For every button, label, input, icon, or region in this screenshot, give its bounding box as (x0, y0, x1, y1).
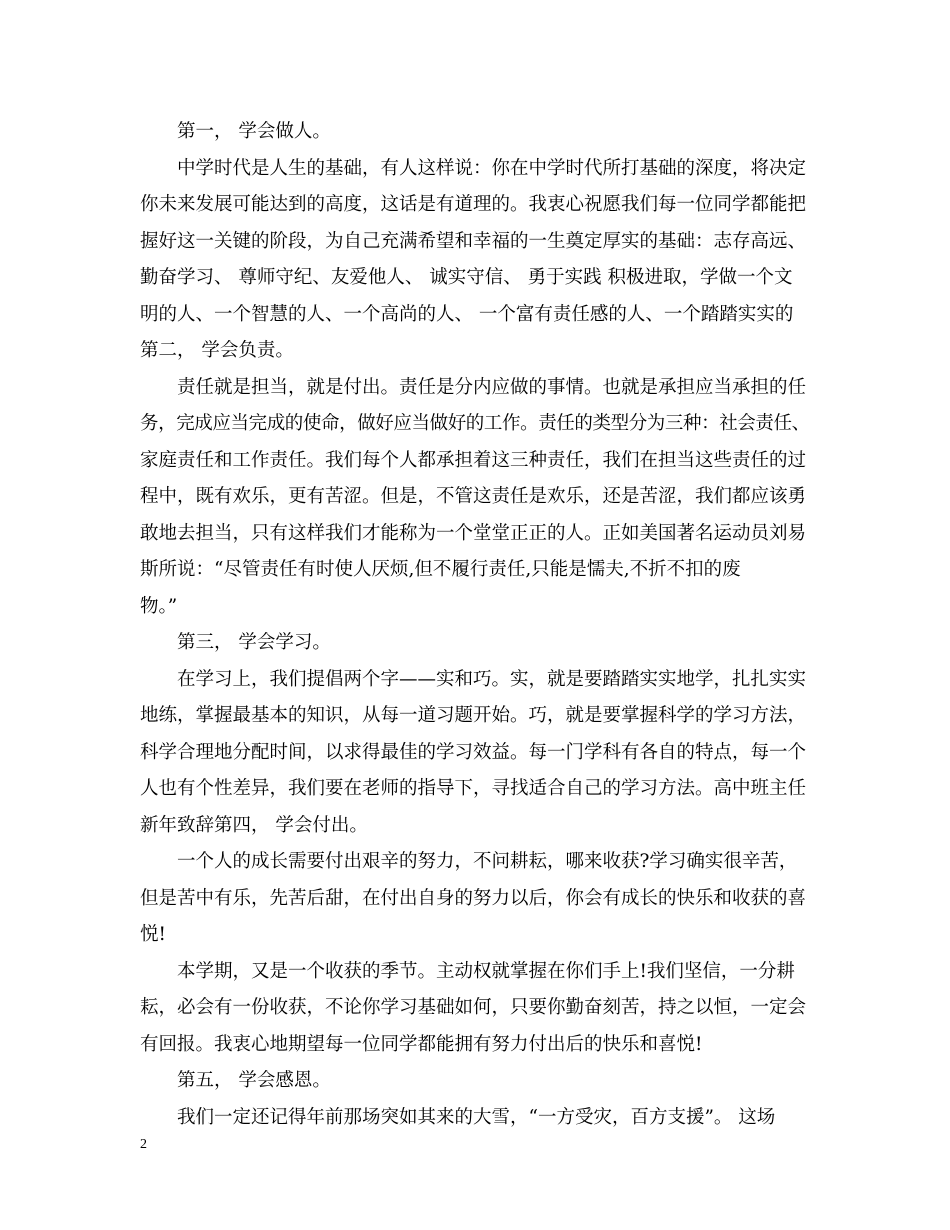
text-line: 我们一定还记得年前那场突如其来的大雪，“一方受灾，百方支援”。 这场 (177, 1106, 776, 1128)
text-line: 本学期，又是一个收获的季节。主动权就掌握在你们手上!我们坚信，一分耕 (177, 960, 795, 982)
text-line: 新年致辞第四， 学会付出。 (140, 814, 368, 836)
text-line: 人也有个性差异，我们要在老师的指导下，寻找适合自己的学习方法。高中班主任 (140, 778, 807, 799)
text-line: 第三， 学会学习。 (177, 632, 331, 653)
text-line: 第一， 学会做人。 (177, 121, 331, 142)
text-line: 耘，必会有一份收获，不论你学习基础如何，只要你勤奋刻苦，持之以恒，一定会 (140, 997, 807, 1018)
text-line: 握好这一关键的阶段，为自己充满希望和幸福的一生奠定厚实的基础：志存高远、 (140, 230, 807, 252)
text-line: 有回报。我衷心地期望每一位同学都能拥有努力付出后的快乐和喜悦! (140, 1033, 703, 1055)
text-line: 第二， 学会负责。 (140, 340, 294, 361)
text-line: 在学习上，我们提倡两个字——实和巧。实，就是要踏踏实实地学，扎扎实实 (177, 668, 807, 690)
text-line: 第五， 学会感恩。 (177, 1070, 331, 1091)
text-line: 一个人的成长需要付出艰辛的努力，不问耕耘，哪来收获?学习确实很辛苦， (177, 851, 798, 872)
text-line: 务，完成应当完成的使命，做好应当做好的工作。责任的类型分为三种：社会责任、 (140, 413, 810, 434)
text-line: 敢地去担当，只有这样我们才能称为一个堂堂正正的人。正如美国著名运动员刘易 (140, 522, 807, 544)
page-number: 2 (140, 1137, 147, 1152)
text-line: 地练，掌握最基本的知识，从每一道习题开始。巧，就是要掌握科学的学习方法， (140, 705, 807, 726)
text-line: 斯所说：“尽管责任有时使人厌烦,但不履行责任,只能是懦夫,不折不扣的废 (140, 559, 741, 580)
text-line: 中学时代是人生的基础，有人这样说：你在中学时代所打基础的深度，将决定 (177, 157, 807, 179)
text-line: 勤奋学习、 尊师守纪、友爱他人、 诚实守信、 勇于实践 积极进取，学做一个文 (140, 267, 793, 288)
body-text (140, 114, 810, 1136)
text-line: 但是苦中有乐，先苦后甜，在付出自身的努力以后，你会有成长的快乐和收获的喜 (140, 887, 807, 909)
text-line: 科学合理地分配时间，以求得最佳的学习效益。每一门学科有各自的特点，每一个 (140, 741, 807, 763)
text-line: 你未来发展可能达到的高度，这话是有道理的。我衷心祝愿我们每一位同学都能把 (140, 194, 807, 215)
text-line: 物。” (140, 595, 178, 617)
text-line: 家庭责任和工作责任。我们每个人都承担着这三种责任，我们在担当这些责任的过 (140, 449, 807, 471)
text-line: 明的人、一个智慧的人、一个高尚的人、 一个富有责任感的人、一个踏踏实实的 (140, 303, 794, 325)
text-line: 悦! (140, 924, 166, 945)
text-line: 程中，既有欢乐，更有苦涩。但是，不管这责任是欢乐，还是苦涩，我们都应该勇 (140, 486, 807, 507)
text-line: 责任就是担当，就是付出。责任是分内应做的事情。也就是承担应当承担的任 (177, 376, 807, 398)
